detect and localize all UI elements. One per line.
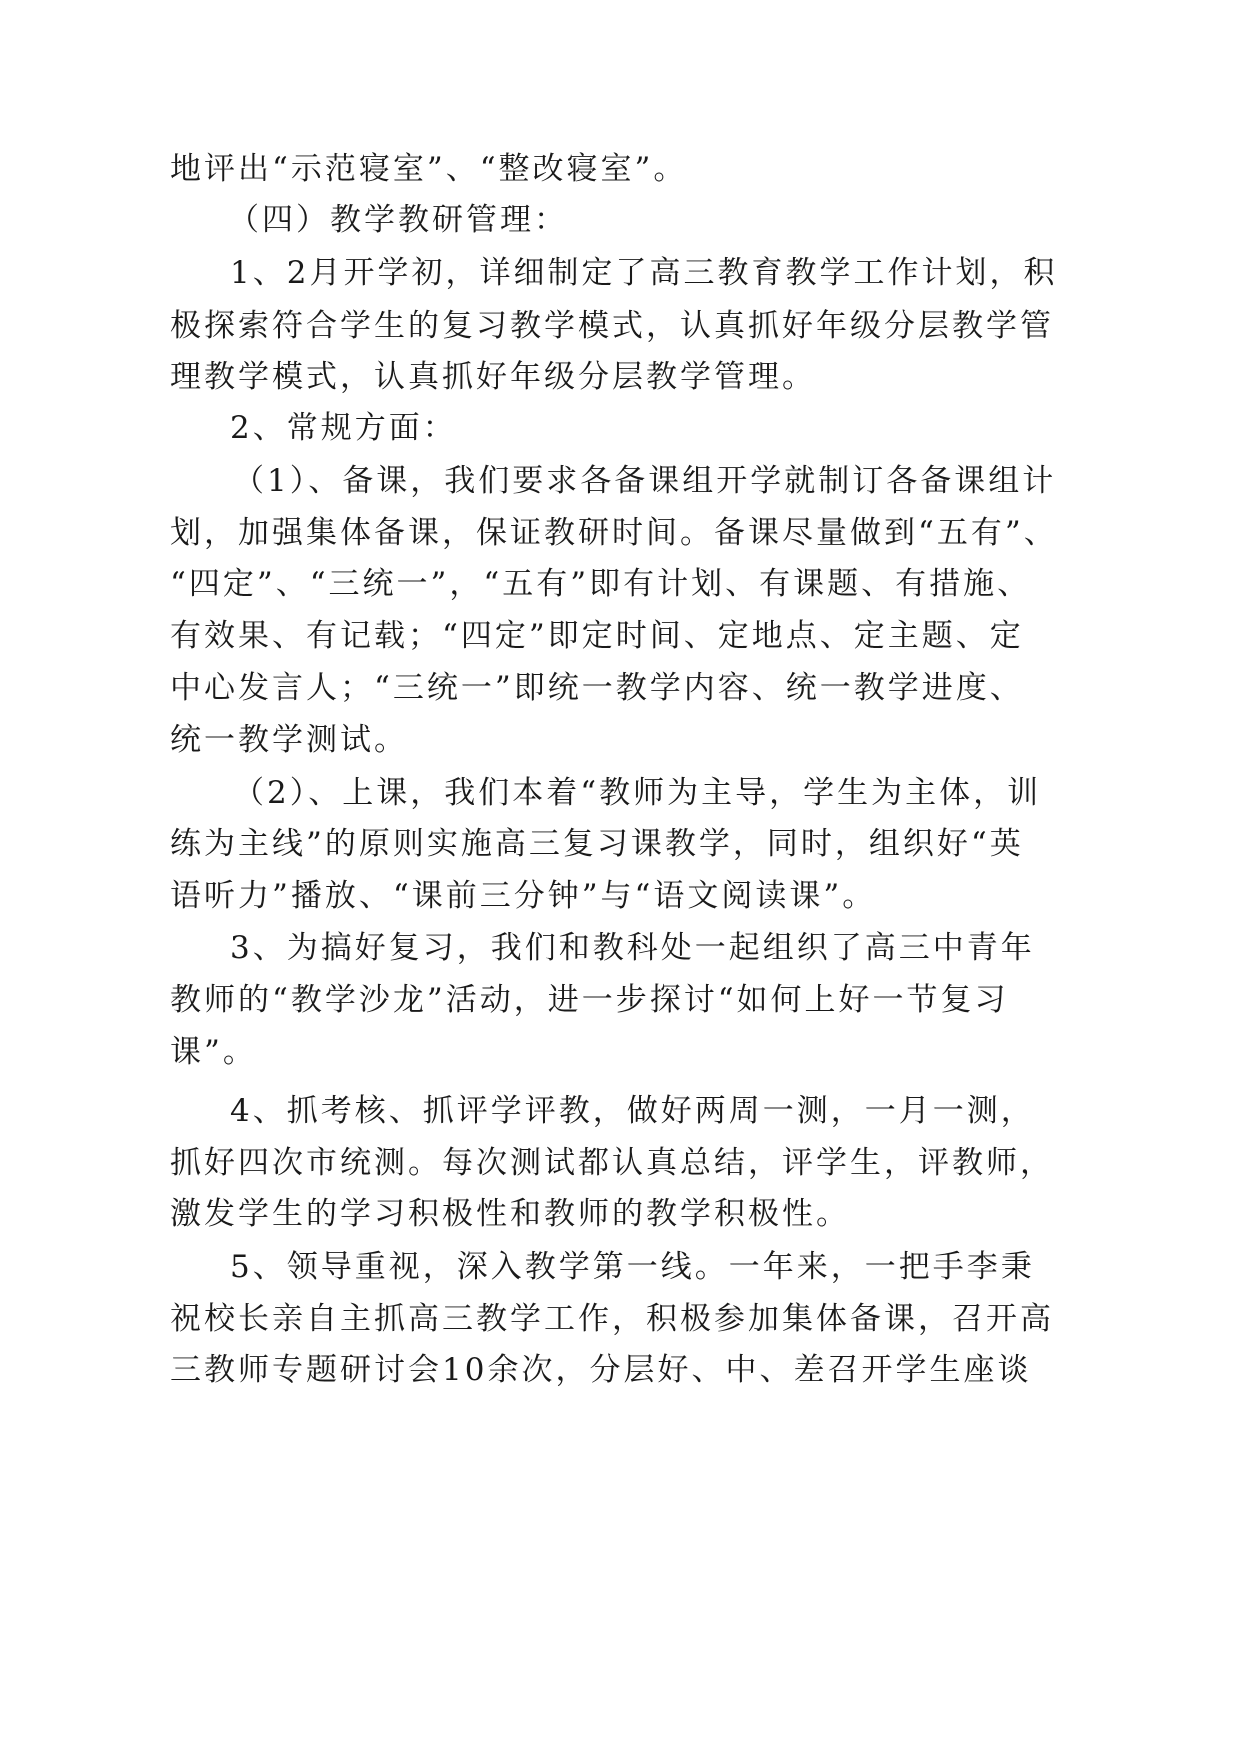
text-line: 抓好四次市统测。每次测试都认真总结，评学生，评教师， xyxy=(170,1145,1054,1181)
text-line: “四定”、“三统一”，“五有”即有计划、有课题、有措施、 xyxy=(170,566,1032,602)
text-line: （2）、上课，我们本着“教师为主导，学生为主体，训 xyxy=(233,775,1042,811)
text-line: 1、2月开学初，详细制定了高三教育教学工作计划，积 xyxy=(230,255,1058,291)
text-line: 激发学生的学习积极性和教师的教学积极性。 xyxy=(170,1196,850,1232)
text-line: 课”。 xyxy=(170,1034,257,1070)
text-line: 4、抓考核、抓评学评教，做好两周一测，一月一测， xyxy=(230,1093,1035,1129)
text-line: 教师的“教学沙龙”活动，进一步探讨“如何上好一节复习 xyxy=(170,982,1009,1018)
text-line: 有效果、有记载；“四定”即定时间、定地点、定主题、定 xyxy=(170,618,1024,654)
text-line: 极探索符合学生的复习教学模式，认真抓好年级分层教学管 xyxy=(170,308,1054,344)
text-line: 2、常规方面： xyxy=(230,410,457,446)
text-line: （1）、备课，我们要求各备课组开学就制订各备课组计 xyxy=(233,463,1057,499)
text-line: 划，加强集体备课，保证教研时间。备课尽量做到“五有”、 xyxy=(170,515,1058,551)
text-line: 练为主线”的原则实施高三复习课教学，同时，组织好“英 xyxy=(170,826,1024,862)
text-line: 中心发言人；“三统一”即统一教学内容、统一教学进度、 xyxy=(170,670,1024,706)
text-line: 语听力”播放、“课前三分钟”与“语文阅读课”。 xyxy=(170,878,877,914)
text-line: 统一教学测试。 xyxy=(170,722,408,758)
text-line: 三教师专题研讨会10余次，分层好、中、差召开学生座谈 xyxy=(170,1352,1032,1388)
text-line: 祝校长亲自主抓高三教学工作，积极参加集体备课，召开高 xyxy=(170,1301,1054,1337)
section-heading: （四）教学教研管理： xyxy=(228,202,568,238)
text-line: 5、领导重视，深入教学第一线。一年来，一把手李秉 xyxy=(230,1249,1035,1285)
text-line: 理教学模式，认真抓好年级分层教学管理。 xyxy=(170,359,816,395)
text-line: 地评出“示范寝室”、“整改寝室”。 xyxy=(170,151,688,187)
text-line: 3、为搞好复习，我们和教科处一起组织了高三中青年 xyxy=(230,930,1035,966)
